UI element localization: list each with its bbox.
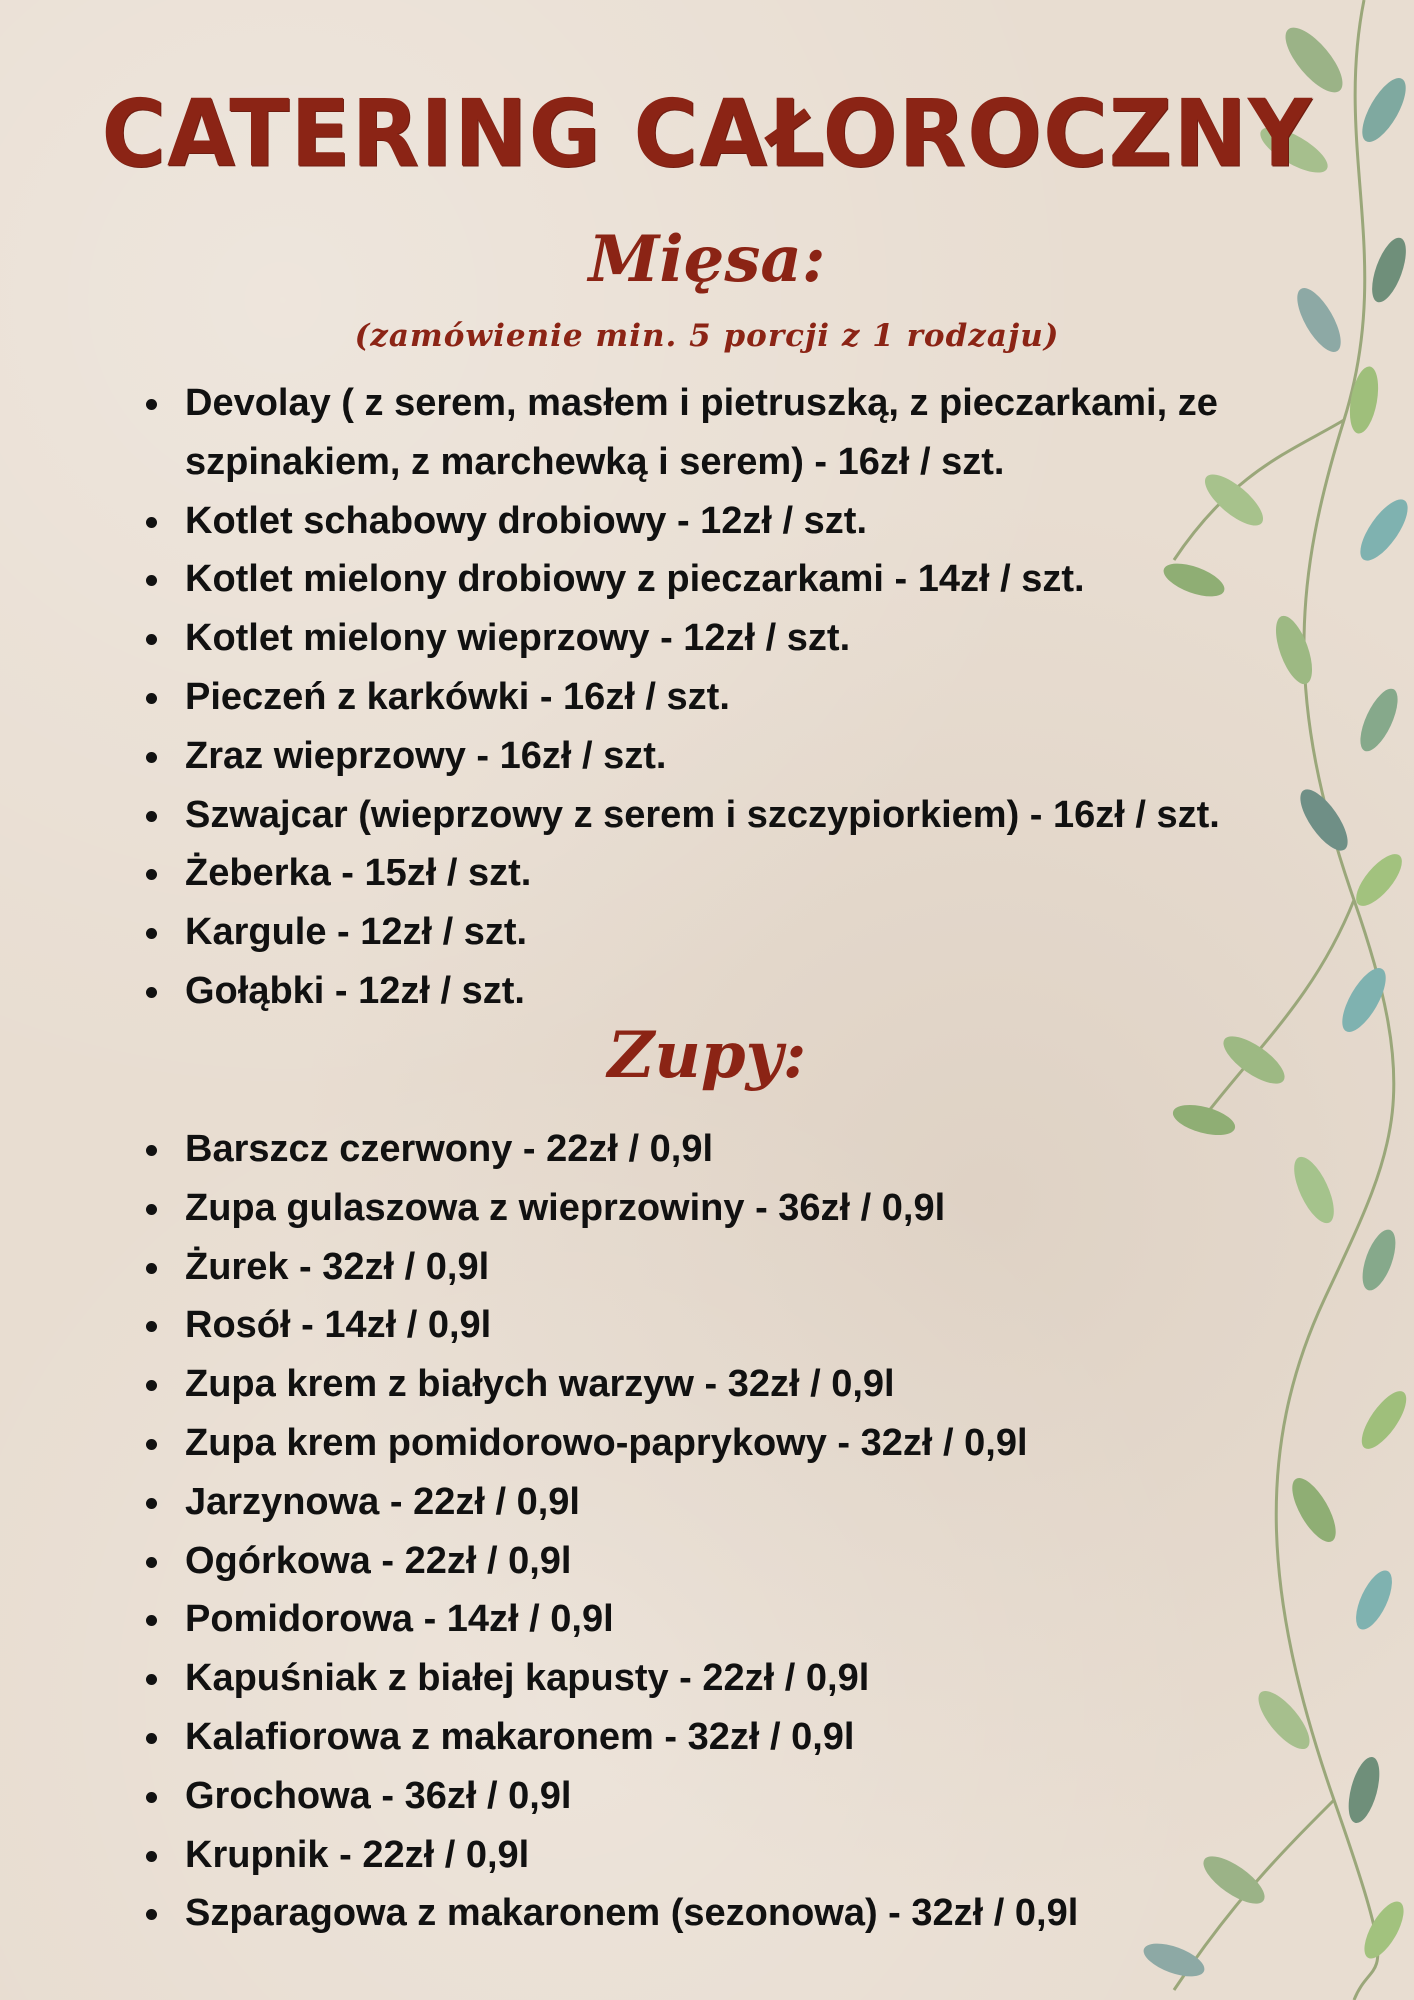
- list-item: Kotlet mielony wieprzowy - 12zł / szt.: [145, 609, 1375, 668]
- list-item: Barszcz czerwony - 22zł / 0,9l: [145, 1120, 1375, 1179]
- list-item: Krupnik - 22zł / 0,9l: [145, 1826, 1375, 1885]
- list-item: Zraz wieprzowy - 16zł / szt.: [145, 727, 1375, 786]
- list-item: Pieczeń z karkówki - 16zł / szt.: [145, 668, 1375, 727]
- list-item: Zupa krem pomidorowo-paprykowy - 32zł / 0,9l: [145, 1414, 1375, 1473]
- list-item: Grochowa - 36zł / 0,9l: [145, 1767, 1375, 1826]
- meats-heading: Mięsa:: [588, 222, 826, 297]
- meats-order-note: (zamówienie min. 5 porcji z 1 rodzaju): [354, 318, 1060, 354]
- list-item: Kapuśniak z białej kapusty - 22zł / 0,9l: [145, 1649, 1375, 1708]
- list-item: Jarzynowa - 22zł / 0,9l: [145, 1473, 1375, 1532]
- list-item: Ogórkowa - 22zł / 0,9l: [145, 1532, 1375, 1591]
- list-item: Gołąbki - 12zł / szt.: [145, 962, 1375, 1021]
- list-item: Żurek - 32zł / 0,9l: [145, 1238, 1375, 1297]
- soups-list: [145, 1120, 1375, 1943]
- list-item: Żeberka - 15zł / szt.: [145, 844, 1375, 903]
- list-item: Devolay ( z serem, masłem i pietruszką, z pieczarkami, ze szpinakiem, z marchewką i serem) - 16zł / szt.: [145, 374, 1335, 492]
- list-item: Rosół - 14zł / 0,9l: [145, 1296, 1375, 1355]
- list-item: Szparagowa z makaronem (sezonowa) - 32zł / 0,9l: [145, 1884, 1375, 1943]
- soups-heading: Zupy:: [607, 1018, 807, 1093]
- list-item: Zupa krem z białych warzyw - 32zł / 0,9l: [145, 1355, 1375, 1414]
- list-item: Pomidorowa - 14zł / 0,9l: [145, 1590, 1375, 1649]
- list-item: Kargule - 12zł / szt.: [145, 903, 1375, 962]
- list-item: Szwajcar (wieprzowy z serem i szczypiorkiem) - 16zł / szt.: [145, 786, 1375, 845]
- list-item: Kalafiorowa z makaronem - 32zł / 0,9l: [145, 1708, 1375, 1767]
- list-item: Kotlet mielony drobiowy z pieczarkami - 14zł / szt.: [145, 550, 1375, 609]
- page-title: CATERING CAŁOROCZNY: [101, 79, 1313, 188]
- meats-list: [145, 374, 1375, 1021]
- list-item: Zupa gulaszowa z wieprzowiny - 36zł / 0,9l: [145, 1179, 1375, 1238]
- list-item: Kotlet schabowy drobiowy - 12zł / szt.: [145, 492, 1375, 551]
